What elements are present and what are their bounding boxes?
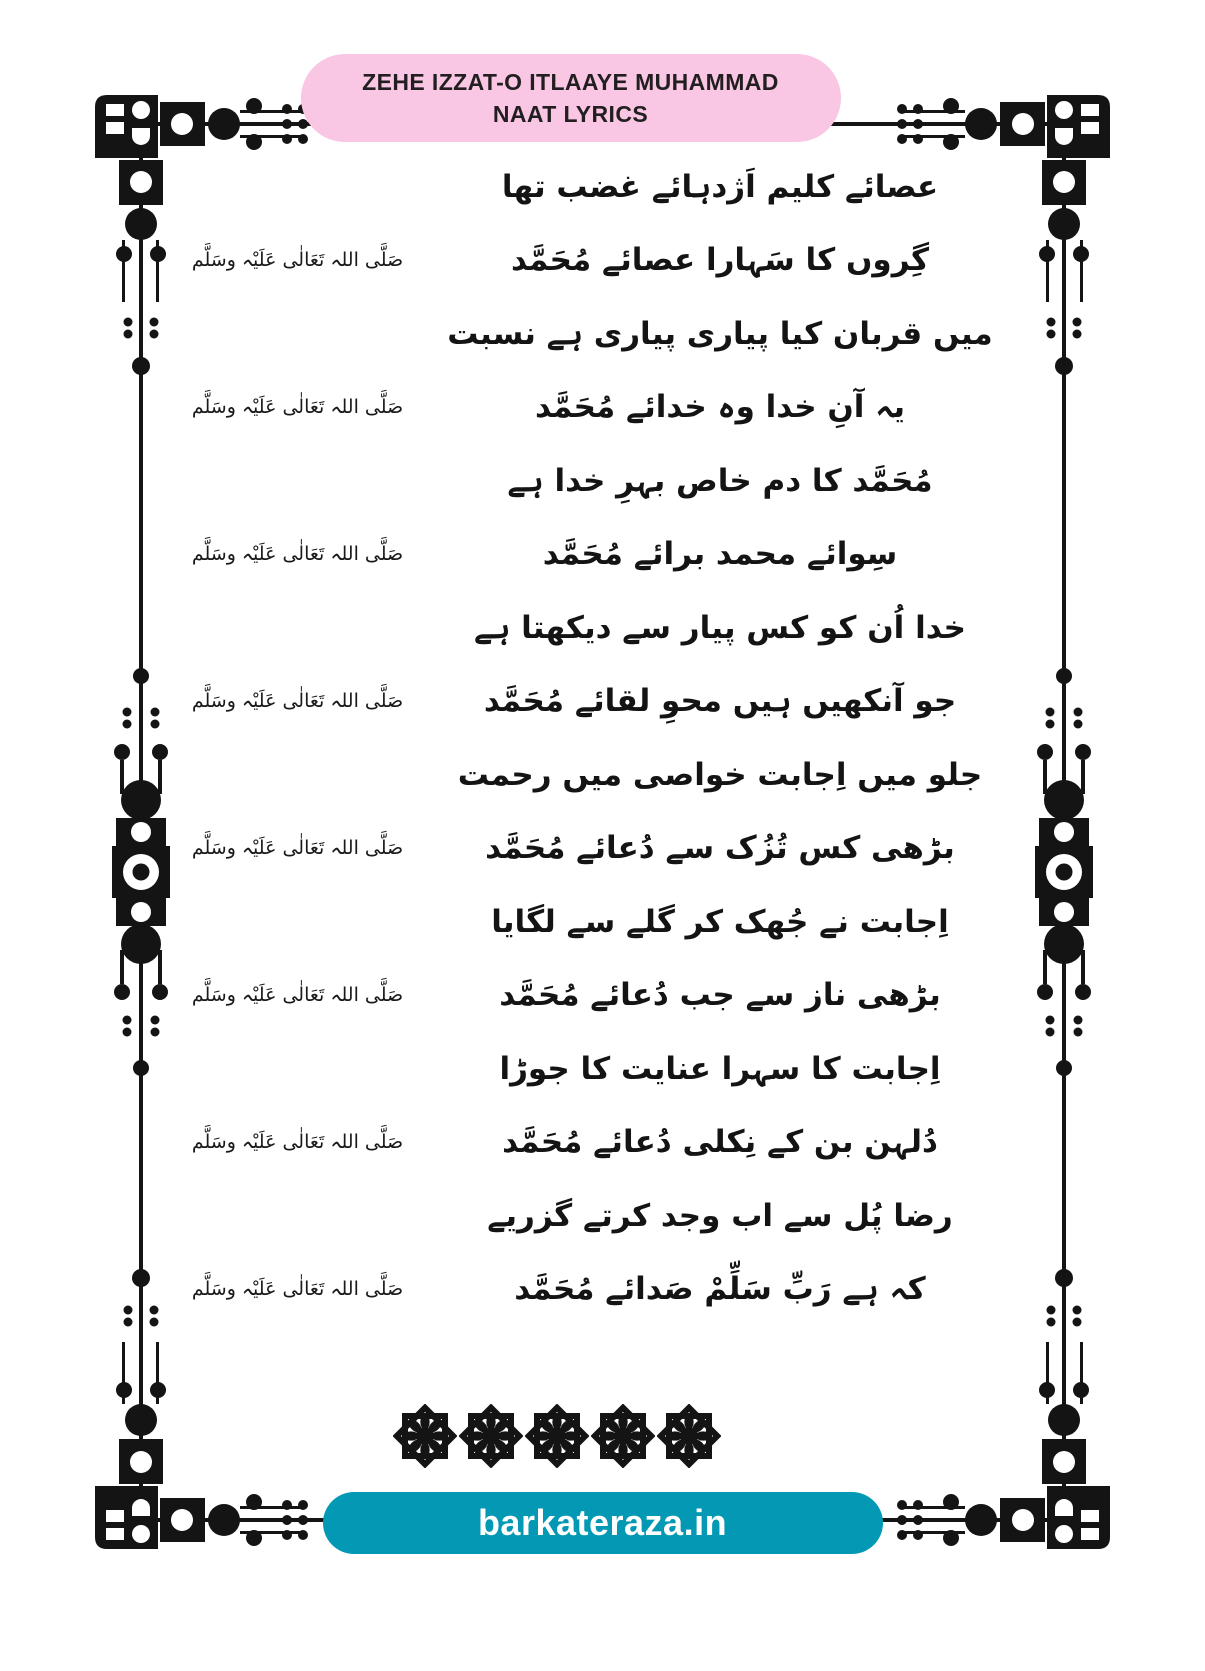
lyric-row bbox=[150, 297, 995, 371]
lyric-row bbox=[150, 1179, 995, 1253]
lyric-line: جلو میں اِجابت خواصی میں رحمت bbox=[457, 756, 983, 793]
lyric-line: دُلہن بن کے نِکلی دُعائے مُحَمَّد bbox=[502, 1124, 938, 1161]
page-title: ZEHE IZZAT-O ITLAAYE MUHAMMAD NAAT LYRICS bbox=[362, 68, 779, 127]
lyric-row bbox=[150, 959, 995, 1033]
lyric-line: رضا پُل سے اب وجد کرتے گزریے bbox=[487, 1197, 953, 1234]
lyric-line: عصائے کلیم اَژدہائے غضب تھا bbox=[501, 168, 939, 205]
durood-label: صَلَّی اللہ تَعَالٰی عَلَیْہ وسَلَّم bbox=[191, 249, 404, 272]
lyric-line: اِجابت کا سہرا عنایت کا جوڑا bbox=[499, 1050, 941, 1087]
lyric-row bbox=[150, 591, 995, 665]
footer-banner bbox=[323, 1492, 883, 1554]
lyric-row bbox=[150, 371, 995, 445]
lyric-row bbox=[150, 224, 995, 298]
lyric-row bbox=[150, 812, 995, 886]
star-ornament-icon bbox=[657, 1404, 721, 1468]
star-ornament-icon bbox=[393, 1404, 457, 1468]
durood-label: صَلَّی اللہ تَعَالٰی عَلَیْہ وسَلَّم bbox=[191, 1131, 404, 1154]
lyric-row bbox=[150, 738, 995, 812]
lyric-row bbox=[150, 1032, 995, 1106]
lyric-line: گِروں کا سَہارا عصائے مُحَمَّد bbox=[510, 242, 930, 279]
durood-label: صَلَّی اللہ تَعَالٰی عَلَیْہ وسَلَّم bbox=[191, 543, 404, 566]
lyric-line: یہ آنِ خدا وہ خدائے مُحَمَّد bbox=[534, 389, 906, 426]
durood-label: صَلَّی اللہ تَعَالٰی عَلَیْہ وسَلَّم bbox=[191, 396, 404, 419]
lyric-row bbox=[150, 444, 995, 518]
lyric-line: جو آنکھیں ہیں محوِ لقائے مُحَمَّد bbox=[483, 683, 957, 720]
lyric-line: بڑھی ناز سے جب دُعائے مُحَمَّد bbox=[499, 977, 941, 1014]
title-banner bbox=[301, 54, 841, 142]
website-label: barkateraza.in bbox=[477, 1502, 728, 1543]
durood-label: صَلَّی اللہ تَعَالٰی عَلَیْہ وسَلَّم bbox=[191, 984, 404, 1007]
lyric-line: کہ ہے رَبِّ سَلِّمْ صَدائے مُحَمَّد bbox=[514, 1271, 926, 1308]
durood-label: صَلَّی اللہ تَعَالٰی عَلَیْہ وسَلَّم bbox=[191, 1278, 404, 1301]
lyric-row bbox=[150, 1253, 995, 1327]
durood-label: صَلَّی اللہ تَعَالٰی عَلَیْہ وسَلَّم bbox=[191, 837, 404, 860]
lyric-row bbox=[150, 665, 995, 739]
lyric-line: خدا اُن کو کس پیار سے دیکھتا ہے bbox=[474, 609, 966, 646]
lyric-row bbox=[150, 150, 995, 224]
star-ornament-icon bbox=[459, 1404, 523, 1468]
star-ornament-icon bbox=[525, 1404, 589, 1468]
lyrics-list bbox=[150, 150, 995, 1326]
lyric-line: میں قربان کیا پیاری پیاری ہے نسبت bbox=[447, 315, 993, 352]
lyric-line: بڑھی کس تُزُک سے دُعائے مُحَمَّد bbox=[485, 830, 955, 867]
star-ornament-icon bbox=[591, 1404, 655, 1468]
lyric-row bbox=[150, 1106, 995, 1180]
lyric-row bbox=[150, 885, 995, 959]
lyric-line: مُحَمَّد کا دم خاص بہرِ خدا ہے bbox=[507, 462, 933, 499]
durood-label: صَلَّی اللہ تَعَالٰی عَلَیْہ وسَلَّم bbox=[191, 690, 404, 713]
lyric-line: سِوائے محمد برائے مُحَمَّد bbox=[542, 536, 898, 573]
stars-row bbox=[0, 1404, 1159, 1468]
lyric-line: اِجابت نے جُھک کر گلے سے لگایا bbox=[491, 903, 949, 940]
lyric-row bbox=[150, 518, 995, 592]
